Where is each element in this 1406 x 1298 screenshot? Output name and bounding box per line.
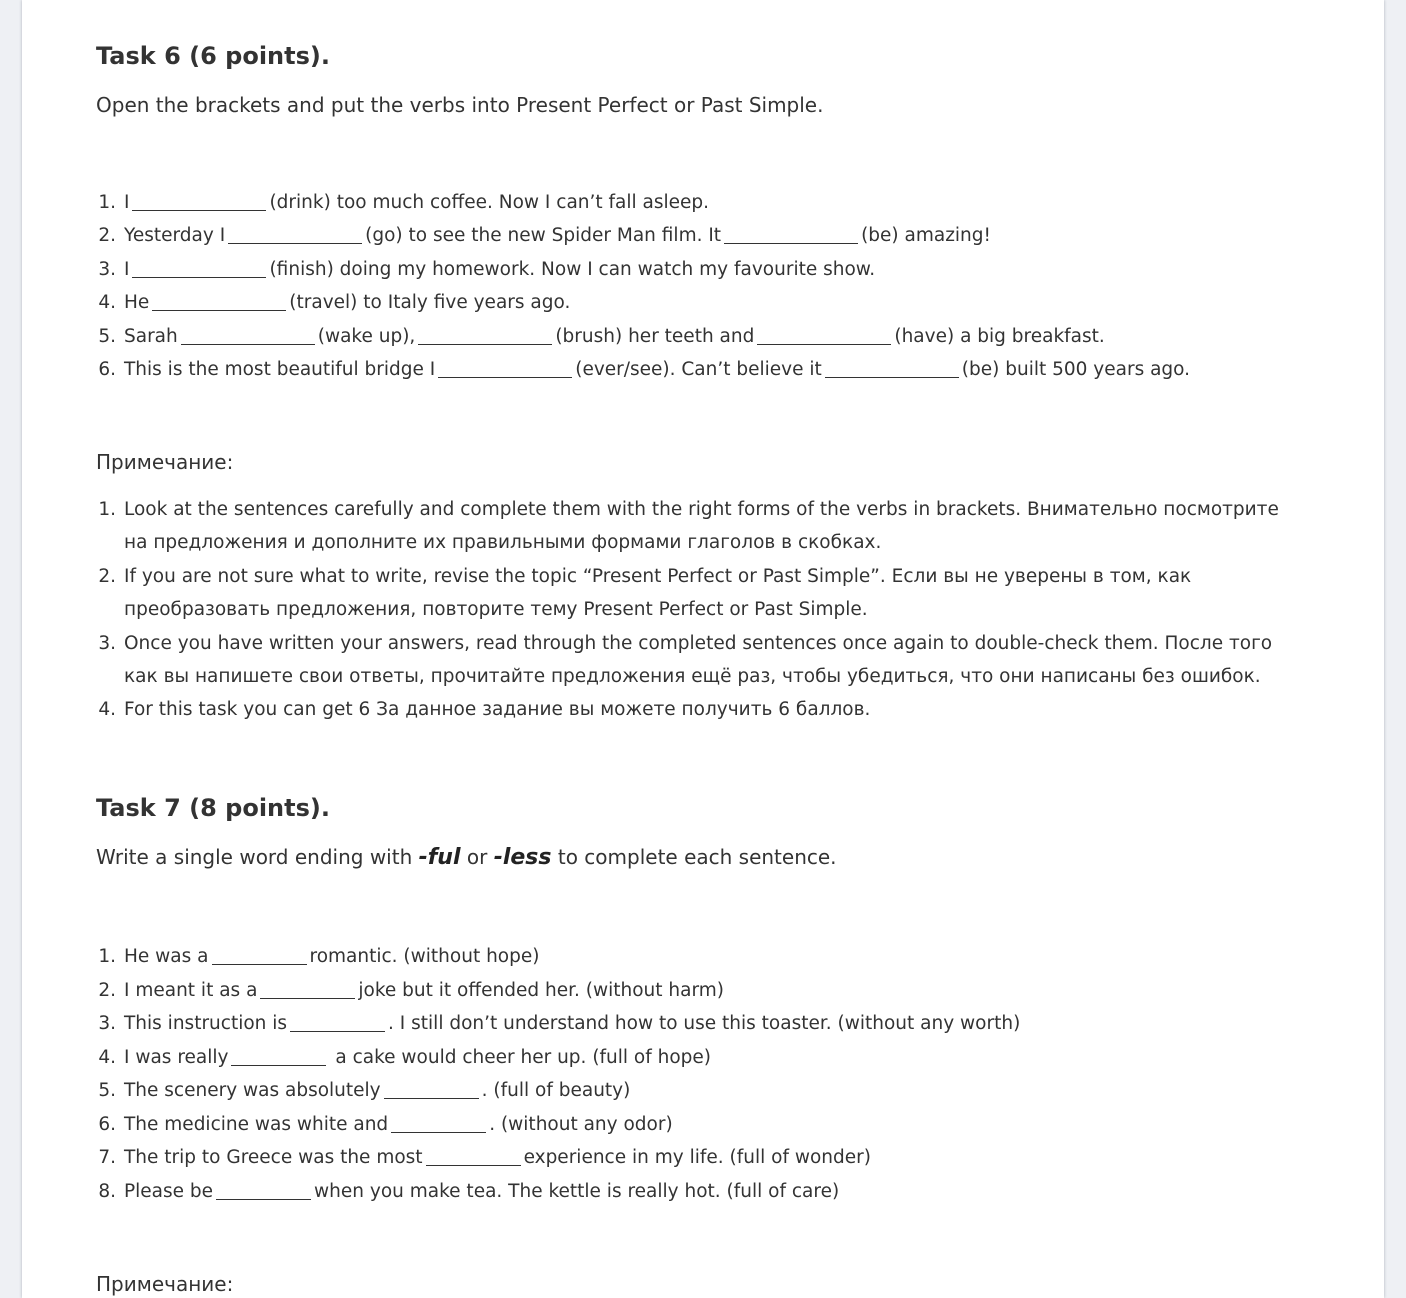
list-item: 2. If you are not sure what to write, revise the topic “Present Perfect or Past Simple”. Если вы не уверены в том, как преобразовать предложения, повторите тему Present Perfect or Past Simple. bbox=[98, 565, 1192, 621]
list-item: 4. For this task you can get 6 За данное задание вы можете получить 6 баллов. bbox=[98, 699, 871, 721]
answer-blank[interactable] bbox=[391, 1113, 486, 1133]
answer-blank[interactable] bbox=[260, 979, 355, 999]
list-item: 2. I meant it as a joke but it offended her. (without harm) bbox=[98, 979, 724, 1001]
task6-instruction: Open the brackets and put the verbs into Present Perfect or Past Simple. bbox=[96, 93, 824, 117]
task6-title: Task 6 (6 points). bbox=[96, 42, 330, 70]
list-item: 3. This instruction is . I still don’t understand how to use this toaster. (without any worth) bbox=[98, 1013, 1021, 1034]
list-item: 1. I (drink) too much coffee. Now I can’t fall asleep. bbox=[98, 192, 710, 213]
list-item: 1. Look at the sentences carefully and complete them with the right forms of the verbs in brackets. Внимательно посмотрите на предложения и дополните их правильными формами глаголов в скобках. bbox=[98, 499, 1279, 554]
task7-instruction: Write a single word ending with -ful or -less to complete each sentence. bbox=[96, 845, 837, 870]
answer-blank[interactable] bbox=[290, 1013, 385, 1033]
answer-blank[interactable] bbox=[825, 358, 959, 378]
answer-blank[interactable] bbox=[228, 225, 362, 245]
list-item: 4. He (travel) to Italy five years ago. bbox=[98, 292, 571, 314]
answer-blank[interactable] bbox=[152, 292, 286, 312]
answer-blank[interactable] bbox=[231, 1046, 326, 1066]
list-item: 8. Please be when you make tea. The kettle is really hot. (full of care) bbox=[98, 1180, 840, 1202]
answer-blank[interactable] bbox=[418, 325, 552, 345]
task7-title: Task 7 (8 points). bbox=[96, 794, 330, 822]
task7-note-title: Примечание: bbox=[96, 1272, 234, 1296]
list-item: 3. I (finish) doing my homework. Now I can watch my favourite show. bbox=[98, 258, 876, 280]
list-item: 5. The scenery was absolutely . (full of beauty) bbox=[98, 1080, 631, 1101]
list-item: 2. Yesterday I (go) to see the new Spider Man film. It (be) amazing! bbox=[98, 225, 991, 247]
task6-notes-list bbox=[96, 493, 1286, 727]
answer-blank[interactable] bbox=[757, 325, 891, 345]
list-item: 4. I was really a cake would cheer her up. (full of hope) bbox=[98, 1046, 712, 1068]
suffix-ful: -ful bbox=[418, 845, 461, 870]
answer-blank[interactable] bbox=[438, 358, 572, 378]
list-item: 1. He was a romantic. (without hope) bbox=[98, 946, 540, 967]
answer-blank[interactable] bbox=[132, 258, 266, 278]
answer-blank[interactable] bbox=[724, 225, 858, 245]
answer-blank[interactable] bbox=[426, 1147, 521, 1167]
answer-blank[interactable] bbox=[212, 946, 307, 966]
list-item: 5. Sarah (wake up), (brush) her teeth and (have) a big breakfast. bbox=[98, 325, 1105, 347]
list-item: 6. The medicine was white and . (without any odor) bbox=[98, 1113, 673, 1135]
answer-blank[interactable] bbox=[132, 192, 266, 212]
task6-exercise-list bbox=[96, 186, 1190, 386]
task7-exercise-list bbox=[96, 940, 1020, 1208]
answer-blank[interactable] bbox=[384, 1080, 479, 1100]
list-item: 3. Once you have written your answers, read through the completed sentences once again to double-check them. После того как вы напишете свои ответы, прочитайте предложения ещё раз, чтобы убедиться, что они написаны без ошибок. bbox=[98, 632, 1273, 688]
answer-blank[interactable] bbox=[181, 325, 315, 345]
document-page bbox=[22, 0, 1384, 1298]
task6-note-title: Примечание: bbox=[96, 450, 234, 474]
suffix-less: -less bbox=[493, 845, 552, 870]
answer-blank[interactable] bbox=[216, 1180, 311, 1200]
list-item: 6. This is the most beautiful bridge I (ever/see). Can’t believe it (be) built 500 years ago. bbox=[98, 358, 1191, 380]
list-item: 7. The trip to Greece was the most experience in my life. (full of wonder) bbox=[98, 1147, 871, 1168]
